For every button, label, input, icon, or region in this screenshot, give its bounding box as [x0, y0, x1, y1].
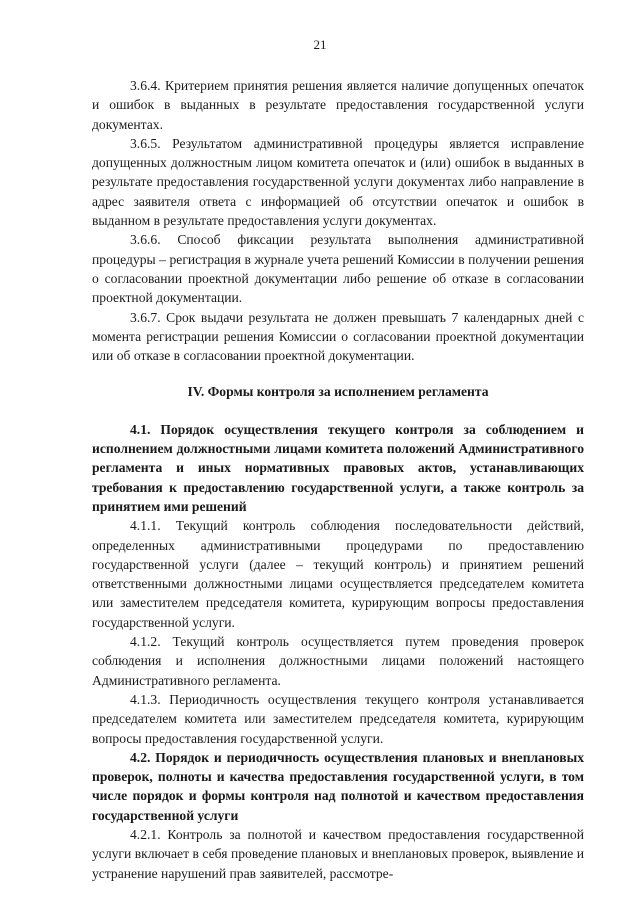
paragraph-3-6-4: 3.6.4. Критерием принятия решения является наличие допущенных опечаток и ошибок в выданных в результате предоставления государственной услуги документах. — [92, 78, 584, 132]
paragraph-3-6-5: 3.6.5. Результатом административной процедуры является исправление допущенных должностным лицом комитета опечаток и (или) ошибок в выданных в результате предоставления государственной услуги документах либо направление в адрес заявителя ответа с информацией об отсутствии опечаток и ошибок в выданном в результате предоставления услуги документах. — [92, 135, 584, 229]
paragraph-3-6-7: 3.6.7. Срок выдачи результата не должен превышать 7 календарных дней с момента регистрации решения Комиссии о согласовании проектной документации или об отказе в согласовании проектной документации. — [92, 309, 584, 364]
paragraph-4-2-1: 4.2.1. Контроль за полнотой и качеством предоставления государственной услуги включает в себя проведение плановых и внеплановых проверок, выявление и устранение нарушений прав заявителей, рассмотре- — [92, 826, 584, 881]
subsection-4-2-heading: 4.2. Порядок и периодичность осуществления плановых и внеплановых проверок, полноты и качества предоставления государственной услуги, в том числе порядок и формы контроля над полнотой и качеством предоставления государственной услуги — [92, 749, 584, 823]
page-content — [92, 76, 584, 883]
paragraph-4-1-1: 4.1.1. Текущий контроль соблюдения последовательности действий, определенных административными процедурами по предоставлению государственной услуги (далее – текущий контроль) и принятием решений ответственными должностными лицами осуществляется председателем комитета или заместителем председателя комитета, курирующим вопросы предоставления государственной услуги. — [92, 518, 584, 630]
paragraph-3-6-6: 3.6.6. Способ фиксации результата выполнения административной процедуры – регистрация в журнале учета решений Комиссии в получении решения о согласовании проектной документации либо решение об отказе в согласовании проектной документации. — [92, 232, 584, 306]
paragraph-4-1-2: 4.1.2. Текущий контроль осуществляется путем проведения проверок соблюдения и исполнения должностными лицами положений настоящего Административного регламента. — [92, 634, 584, 688]
paragraph-4-1-3: 4.1.3. Периодичность осуществления текущего контроля устанавливается председателем комитета или заместителем председателя комитета, курирующим вопросы предоставления государственной услуги. — [92, 691, 584, 746]
page-number: 21 — [313, 37, 327, 52]
section-heading: IV. Формы контроля за исполнением регламента — [187, 384, 489, 400]
subsection-4-1-heading: 4.1. Порядок осуществления текущего контроля за соблюдением и исполнением должностными лицами комитета положений Административного регламента и иных нормативных правовых актов, устанавливающих требования к предоставлению государственной услуги, а также контроль за принятием ими решений — [92, 421, 584, 514]
